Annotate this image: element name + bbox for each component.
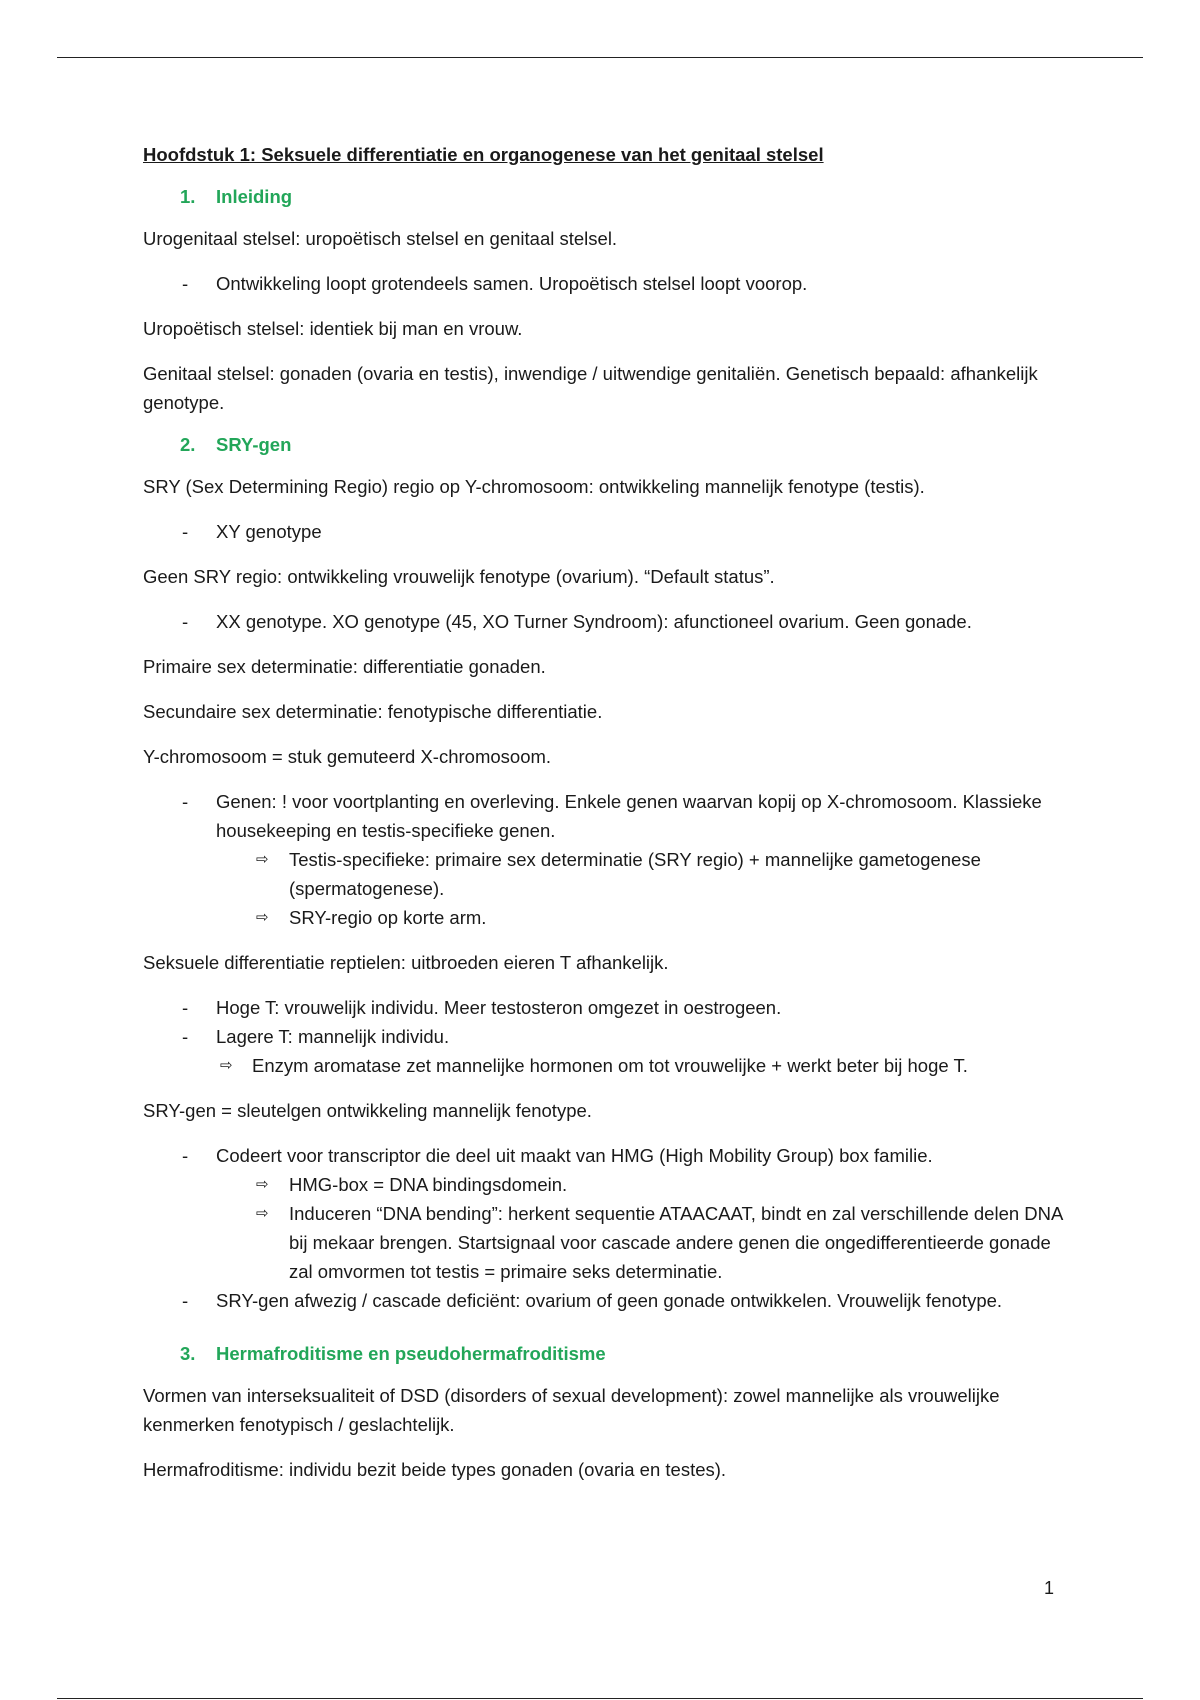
section-title: SRY-gen — [216, 434, 292, 455]
bullet-list — [143, 1141, 1063, 1315]
list-item-text: Codeert voor transcriptor die deel uit maakt van HMG (High Mobility Group) box familie. — [216, 1145, 933, 1166]
sub-list-item-text: SRY-regio op korte arm. — [289, 907, 487, 928]
section-heading-sry-gen — [143, 430, 1063, 459]
bullet-list — [143, 517, 1063, 546]
list-item — [143, 1141, 1063, 1286]
sub-list-item — [216, 845, 1063, 903]
paragraph: Urogenitaal stelsel: uropoëtisch stelsel en genitaal stelsel. — [143, 228, 618, 249]
list-item: - XX genotype. XO genotype (45, XO Turner Syndroom): afunctioneel ovarium. Geen gonade. — [143, 607, 1063, 636]
bullet-list — [143, 993, 1063, 1080]
paragraph: Geen SRY regio: ontwikkeling vrouwelijk fenotype (ovarium). “Default status”. — [143, 566, 775, 587]
list-item: - SRY-gen afwezig / cascade deficiënt: ovarium of geen gonade ontwikkelen. Vrouwelijk fenotype. — [143, 1286, 1063, 1315]
sub-list — [216, 1051, 1063, 1080]
list-item: - Ontwikkeling loopt grotendeels samen. Uropoëtisch stelsel loopt voorop. — [143, 269, 1063, 298]
paragraph: Y-chromosoom = stuk gemuteerd X-chromosoom. — [143, 746, 552, 767]
bullet-list — [143, 607, 1063, 636]
footer-rule — [57, 1698, 1143, 1699]
list-item: - XY genotype — [143, 517, 1063, 546]
header-rule — [57, 57, 1143, 58]
paragraph: Genitaal stelsel: gonaden (ovaria en testis), inwendige / uitwendige genitaliën. Genetisch bepaald: afhankelijk genotype. — [143, 363, 1038, 413]
sub-list-item-text: HMG-box = DNA bindingsdomein. — [289, 1174, 568, 1195]
arrow-right-icon: ⇨ — [256, 1205, 269, 1222]
arrow-right-icon: ⇨ — [256, 1176, 269, 1193]
sub-list — [216, 1170, 1063, 1286]
arrow-right-icon: ⇨ — [220, 1057, 233, 1074]
paragraph: Vormen van interseksualiteit of DSD (disorders of sexual development): zowel mannelijke als vrouwelijke kenmerken fenotypisch / geslachtelijk. — [143, 1385, 1000, 1435]
list-item — [143, 787, 1063, 932]
paragraph: Uropoëtisch stelsel: identiek bij man en vrouw. — [143, 318, 523, 339]
arrow-right-icon: ⇨ — [256, 851, 269, 868]
sub-list-item — [216, 1199, 1063, 1286]
section-number: 2. — [180, 434, 196, 455]
chapter-title: Hoofdstuk 1: Seksuele differentiatie en organogenese van het genitaal stelsel — [143, 144, 824, 165]
list-item-text: Genen: ! voor voortplanting en overleving. Enkele genen waarvan kopij op X-chromosoom. Klassieke housekeeping en testis-specifieke genen. — [216, 791, 1042, 841]
section-title: Inleiding — [216, 186, 293, 207]
paragraph: Primaire sex determinatie: differentiatie gonaden. — [143, 656, 546, 677]
paragraph: Seksuele differentiatie reptielen: uitbroeden eieren T afhankelijk. — [143, 952, 669, 973]
paragraph: Secundaire sex determinatie: fenotypische differentiatie. — [143, 701, 603, 722]
sub-list-item — [216, 1170, 1063, 1199]
bullet-list — [143, 787, 1063, 932]
arrow-right-icon: ⇨ — [256, 909, 269, 926]
sub-list-item — [216, 1051, 1063, 1080]
paragraph: Hermafroditisme: individu bezit beide types gonaden (ovaria en testes). — [143, 1459, 727, 1480]
page-number: 1 — [1044, 1578, 1055, 1598]
list-item: - Hoge T: vrouwelijk individu. Meer testosteron omgezet in oestrogeen. — [143, 993, 1063, 1022]
paragraph: SRY (Sex Determining Regio) regio op Y-chromosoom: ontwikkeling mannelijk fenotype (testis). — [143, 476, 925, 497]
list-item — [143, 1022, 1063, 1080]
sub-list-item-text: Enzym aromatase zet mannelijke hormonen om tot vrouwelijke + werkt beter bij hoge T. — [252, 1055, 968, 1076]
document-body — [143, 140, 1063, 1500]
section-title: Hermafroditisme en pseudohermafroditisme — [216, 1343, 606, 1364]
sub-list-item-text: Testis-specifieke: primaire sex determinatie (SRY regio) + mannelijke gametogenese (spermatogenese). — [289, 849, 981, 899]
paragraph: SRY-gen = sleutelgen ontwikkeling mannelijk fenotype. — [143, 1100, 592, 1121]
sub-list-item — [216, 903, 1063, 932]
section-heading-inleiding — [143, 182, 1063, 211]
list-item-text: Lagere T: mannelijk individu. — [216, 1026, 450, 1047]
bullet-list — [143, 269, 1063, 298]
sub-list — [216, 845, 1063, 932]
section-number: 3. — [180, 1343, 196, 1364]
section-heading-hermafroditisme — [143, 1339, 1063, 1368]
section-number: 1. — [180, 186, 196, 207]
sub-list-item-text: Induceren “DNA bending”: herkent sequentie ATAACAAT, bindt en zal verschillende delen DNA bij mekaar brengen. Startsignaal voor cascade andere genen die ongedifferentieerde gonade zal omvormen tot testis = primaire seks determinatie. — [289, 1203, 1063, 1282]
